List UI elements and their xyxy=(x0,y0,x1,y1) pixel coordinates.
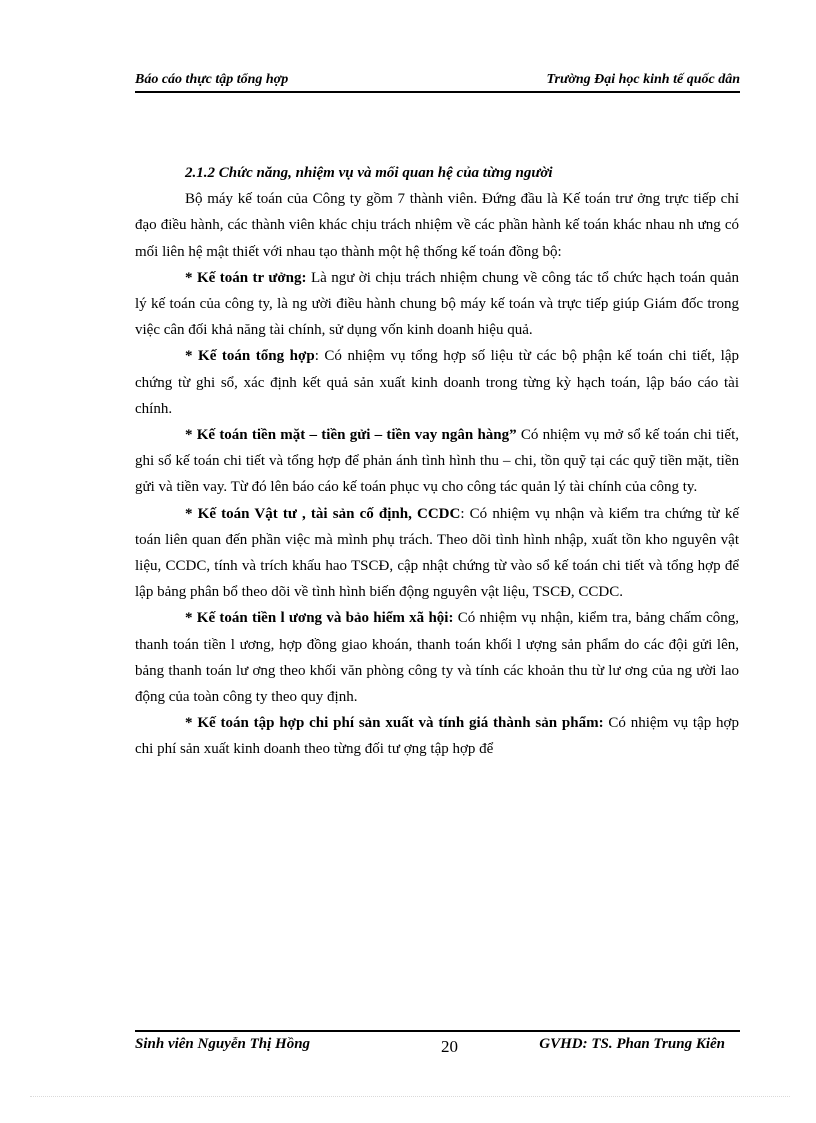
role-description: Có nhiệm vụ nhận, kiểm tra, bảng chấm công, thanh toán tiền l ương, hợp đồng giao khoán, thanh toán khối l ượng sản phẩm do các đội gửi lên, bảng thanh toán lư ơng theo khối văn phòng công ty và tính các khoản thu từ lư ơng của ng ười lao động của toàn công ty theo quy định. xyxy=(135,610,739,706)
role-description: Có nhiệm vụ mở sổ kế toán chi tiết, ghi sổ kế toán chi tiết và tổng hợp để phản ánh tình hình thu – chi, tồn quỹ tại các quỹ tiền mặt, tiền gửi và tiền vay. Từ đó lên báo cáo kế toán phục vụ cho công tác quản lý tài chính của công ty. xyxy=(135,427,740,496)
role-term: * Kế toán tiền l ương và bảo hiểm xã hội: xyxy=(185,610,454,627)
role-term: * Kế toán Vật tư , tài sản cố định, CCDC xyxy=(185,505,461,522)
role-term: * Kế toán tổng hợp xyxy=(185,348,315,365)
document-body xyxy=(135,160,739,763)
role-term: * Kế toán tập hợp chi phí sản xuất và tính giá thành sản phẩm: xyxy=(185,715,604,732)
role-description: Có nhiệm vụ tập hợp chi phí sản xuất kinh doanh theo từng đối tư ợng tập hợp để xyxy=(135,715,739,758)
intro-paragraph: Bộ máy kế toán của Công ty gồm 7 thành viên. Đứng đầu là Kế toán trư ởng trực tiếp chỉ đạo điều hành, các thành viên khác chịu trách nhiệm về các phần hành kế toán khác nhau nh ưng có mối liên hệ mật thiết với nhau tạo thành một hệ thống kế toán đồng bộ: xyxy=(135,191,739,260)
section-title: 2.1.2 Chức năng, nhiệm vụ và mối quan hệ của từng người xyxy=(185,165,553,181)
header-divider xyxy=(135,91,740,93)
role-payroll-insurance-accountant xyxy=(135,605,739,710)
role-cash-bank-accountant xyxy=(135,422,739,501)
role-materials-assets-accountant xyxy=(135,501,739,606)
role-chief-accountant xyxy=(135,265,739,344)
page-number: 20 xyxy=(441,1037,458,1056)
role-general-accountant xyxy=(135,343,739,422)
role-term: * Kế toán tiền mặt – tiền gửi – tiền vay ngân hàng” xyxy=(185,427,517,444)
page-footer xyxy=(135,1036,740,1058)
header-university: Trường Đại học kinh tế quốc dân xyxy=(546,72,740,87)
footer-divider xyxy=(135,1030,740,1032)
role-description: Là ngư ời chịu trách nhiệm chung về công tác tổ chức hạch toán quản lý kế toán của công ty, là ng ười điều hành chung bộ máy kế toán và trực tiếp giúp Giám đốc trong việc cân đối khả năng tài chính, sử dụng vốn kinh doanh hiệu quả. xyxy=(135,269,739,339)
page-edge-divider xyxy=(30,1096,790,1097)
role-cost-accountant xyxy=(135,710,739,762)
role-term: * Kế toán tr ưởng: xyxy=(185,269,307,286)
role-description: : Có nhiệm vụ tổng hợp số liệu từ các bộ phận kế toán chi tiết, lập chứng từ ghi sổ, xác định kết quả sản xuất kinh doanh trong từng kỳ hạch toán, lập báo cáo tài chính. xyxy=(135,348,739,417)
role-description: : Có nhiệm vụ nhận và kiểm tra chứng từ kế toán liên quan đến phần việc mà mình phụ trách. Theo dõi tình hình nhập, xuất tồn kho nguyên vật liệu, CCDC, tính và trích khấu hao TSCĐ, cập nhật chứng từ vào sổ kế toán chi tiết và tổng hợp để lập bảng phân bổ theo dõi về tình hình biến động nguyên vật liệu, TSCĐ, CCDC. xyxy=(135,505,739,601)
page-header xyxy=(135,72,740,92)
header-report-title: Báo cáo thực tập tổng hợp xyxy=(135,72,289,87)
footer-student-name: Sinh viên Nguyễn Thị Hồng xyxy=(135,1036,311,1052)
footer-advisor: GVHD: TS. Phan Trung Kiên xyxy=(539,1036,725,1052)
